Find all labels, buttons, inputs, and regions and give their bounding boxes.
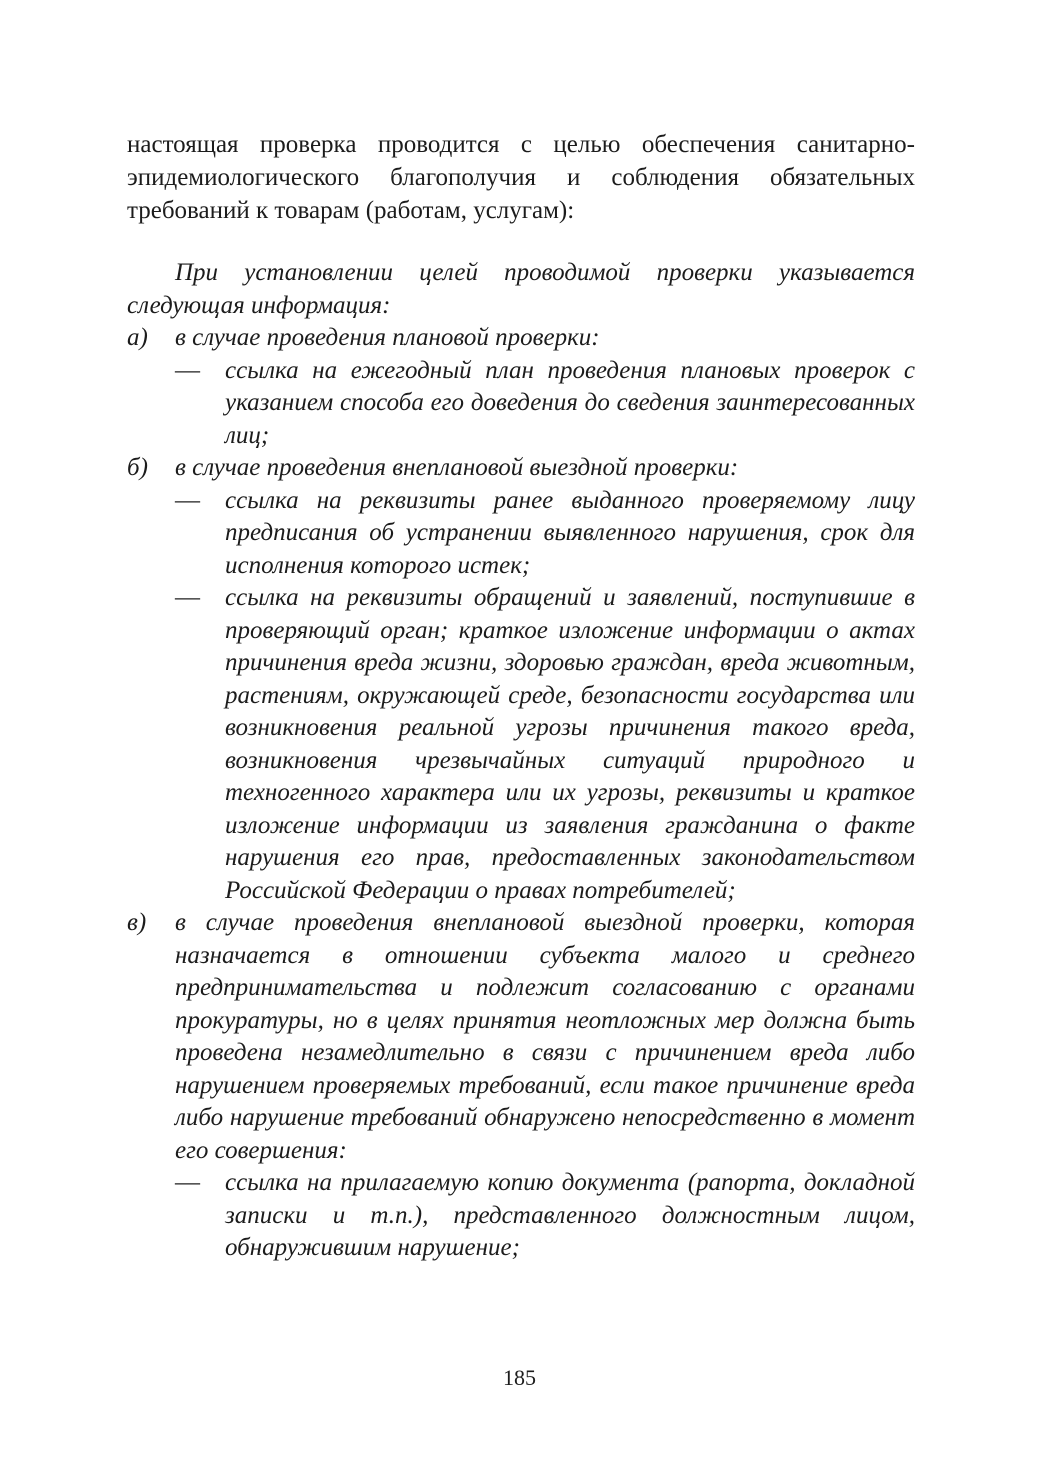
list-item-text: в случае проведения внеплановой выездной проверки, которая назначается в отношении субъекта малого и среднего предпринимательства и подлежит согласованию с органами прокуратуры, но в целях принятия неотложных мер должна быть проведена незамедлительно в связи с причинением вреда либо нарушением проверяемых требований, если такое причинение вреда либо нарушение требований обнаружено непосредственно в момент его совершения: <box>175 909 915 1164</box>
page-content <box>127 128 915 1265</box>
sub-item-text: ссылка на ежегодный план проведения плановых проверок с указанием способа его доведения до сведения заинтересованных лиц; <box>225 356 915 449</box>
dash-marker: — <box>175 486 200 514</box>
sub-item <box>127 355 915 453</box>
dash-marker: — <box>175 1169 200 1196</box>
sub-item-text: ссылка на прилагаемую копию документа (рапорта, докладной записки и т.п.), представленного должностным лицом, обнаружившим нарушение; <box>225 1169 915 1261</box>
instruction-note <box>127 257 915 1265</box>
list-marker: б) <box>127 454 148 481</box>
sub-item <box>127 1167 915 1265</box>
intro-paragraph: настоящая проверка проводится с целью обеспечения санитарно-эпидемиологического благополучия и соблюдения обязательных требований к товарам (работам, услугам): <box>127 131 915 224</box>
sub-item-text: ссылка на реквизиты ранее выданного проверяемому лицу предписания об устранении выявленного нарушения, срок для исполнения которого истек; <box>225 486 915 579</box>
list-item-text: в случае проведения плановой проверки: <box>175 324 600 351</box>
list-marker: а) <box>127 324 148 351</box>
list-item-v <box>127 907 915 1167</box>
page-number: 185 <box>503 1365 536 1390</box>
list-item-b <box>127 452 915 485</box>
dash-marker: — <box>175 584 200 611</box>
sub-item-text: ссылка на реквизиты обращений и заявлений, поступившие в проверяющий орган; краткое изложение информации о актах причинения вреда жизни, здоровью граждан, вреда животным, растениям, окружающей среде, безопасности государства или возникновения реальной угрозы причинения такого вреда, возникновения чрезвычайных ситуаций природного и техногенного характера или их угрозы, реквизиты и краткое изложение информации из заявления гражданина о факте нарушения его прав, предоставленных законодательством Российской Федерации о правах потребителей; <box>225 584 915 904</box>
dash-marker: — <box>175 356 200 384</box>
sub-item <box>127 582 915 907</box>
list-item-a <box>127 322 915 355</box>
sub-item <box>127 485 915 583</box>
note-lead: При установлении целей проводимой проверки указывается следующая информация: <box>127 259 915 319</box>
list-marker: в) <box>127 909 147 936</box>
list-item-text: в случае проведения внеплановой выездной проверки: <box>175 454 739 481</box>
